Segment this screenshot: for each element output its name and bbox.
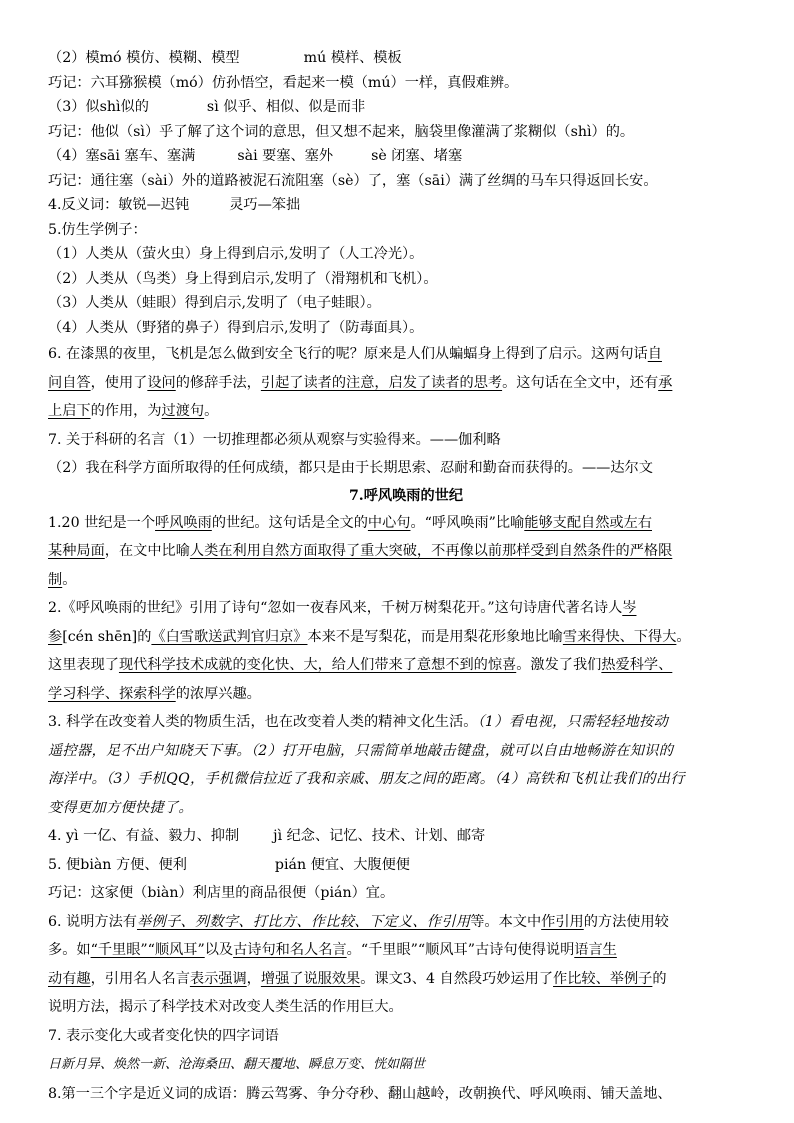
- text-segment: （2）我在科学方面所取得的任何成绩，都只是由于长期思索、忍耐和勤奋而获得的。——达尔文: [48, 460, 653, 476]
- text-segment: 。这句话在全文中，还有: [502, 374, 659, 391]
- text-line: [48, 708, 764, 737]
- text-segment: 6. 在漆黑的夜里，飞机是怎么做到安全飞行的呢？原来是人们从蝙蝠身上得到了启示。这两句话: [48, 346, 648, 362]
- text-segment: 。“呼风唤雨”比喻: [410, 514, 525, 531]
- text-line: [48, 46, 764, 71]
- underlined-text: 自: [647, 346, 662, 362]
- text-segment: 的作用，为: [90, 403, 162, 419]
- text-line: [48, 993, 764, 1022]
- text-segment: sì 似乎、相似、似是而非: [206, 99, 366, 115]
- text-segment: （2）模mó 模仿、模糊、模型: [48, 50, 240, 66]
- text-line: [48, 737, 764, 766]
- text-segment: 8.第一三个字是近义词的成语：腾云驾雾、争分夺秒、翻山越岭，改朝换代、呼风唤雨、铺天盖地、: [48, 1085, 672, 1102]
- text-segment: 。: [204, 403, 219, 419]
- underlined-text: 作引用: [541, 913, 584, 930]
- text-line: [48, 822, 764, 851]
- text-segment: 遥控器，足不出户知晓天下事。（2）打开电脑，只需简单地敲击键盘，就可以自由地畅游在知识的: [48, 742, 674, 759]
- text-segment: 4.反义词：敏锐—迟钝: [48, 197, 190, 213]
- text-segment: pián 便宜、大腹便便: [274, 856, 410, 873]
- text-line: [48, 120, 764, 145]
- text-line: [48, 1050, 764, 1080]
- text-segment: 日新月异、焕然一新、沧海桑田、翻天覆地、瞬息万变、恍如隔世: [48, 1057, 426, 1072]
- text-line: [48, 340, 764, 369]
- text-segment: ，引用名人名言: [90, 970, 190, 987]
- text-segment: 变得更加方便快捷了。: [48, 799, 193, 816]
- text-segment: 4. yì 一亿、有益、毅力、抑制: [48, 828, 240, 844]
- underlined-text: 人类在利用自然方面取得了重大突破，不再像以前那样受到自然条件的严格限: [189, 543, 673, 559]
- text-segment: 巧记：这家便（biàn）利店里的商品很便（pián）宜。: [48, 885, 395, 901]
- underlined-text: 举例子、列数字、打比方、作比较、下定义、作引用: [136, 913, 471, 930]
- underlined-text: 引起了读者的注意，启发了读者的思考: [260, 374, 503, 391]
- text-segment: 巧记：他似（sì）乎了解了这个词的意思，但又想不起来，脑袋里像灌满了浆糊似（shì）的。: [48, 123, 635, 140]
- underlined-text: 《白雪歌送武判官归京》: [151, 628, 308, 645]
- text-line: [48, 566, 764, 595]
- text-line: [48, 1080, 764, 1109]
- text-line: [48, 454, 764, 483]
- text-line: [48, 537, 764, 566]
- text-line: [48, 218, 764, 243]
- underlined-text: 表示强调: [189, 970, 247, 987]
- text-segment: 巧记：通往塞（sài）外的道路被泥石流阻塞（sè）了，塞（sāi）满了丝绸的马车只得返回长安。: [48, 172, 658, 189]
- text-segment: 。“千里眼”“顺风耳”古诗句使得说明: [346, 942, 575, 958]
- text-segment: 等。本文中: [470, 913, 542, 930]
- text-segment: （3）似shì似的: [48, 99, 149, 115]
- text-segment: 。: [676, 628, 691, 645]
- text-line: [48, 765, 764, 794]
- text-line: [48, 316, 764, 341]
- underlined-text: 学习科学、探索科学: [48, 685, 176, 702]
- text-line: [48, 369, 764, 398]
- text-segment: 这里表现了: [48, 657, 119, 673]
- underlined-text: 热爱科学、: [601, 657, 673, 673]
- text-segment: 多。如: [48, 942, 91, 958]
- text-segment: ，: [246, 970, 261, 987]
- text-line: [48, 193, 764, 218]
- text-segment: 本来不是写梨花，而是用梨花形象地比喻: [307, 628, 563, 645]
- text-segment: 。课文3、4 自然段巧妙运用了: [360, 970, 554, 987]
- text-line: [48, 594, 764, 623]
- text-segment: 3. 科学在改变着人类的物质生活，也在改变着人类的精神文化生活。: [48, 714, 478, 730]
- text-line: [48, 794, 764, 823]
- underlined-text: 设问: [147, 374, 176, 391]
- text-line: [48, 651, 764, 680]
- text-segment: [cén shēn]的: [62, 628, 152, 645]
- text-segment: 7. 表示变化大或者变化快的四字词语: [48, 1027, 279, 1044]
- text-segment: 以及: [204, 942, 234, 958]
- underlined-text: 作比较、举例子: [553, 970, 653, 987]
- text-line: [48, 879, 764, 908]
- text-segment: 的浓厚兴趣。: [175, 685, 261, 702]
- text-segment: 的方法使用较: [583, 913, 669, 930]
- text-segment: jì 纪念、记忆、技术、计划、邮寄: [273, 828, 486, 844]
- text-line: [48, 267, 764, 292]
- text-segment: 的世纪。这句话是全文的: [211, 514, 368, 531]
- underlined-text: 参: [48, 628, 63, 645]
- underlined-text: 岑: [622, 600, 637, 616]
- text-segment: 的: [652, 970, 667, 987]
- underlined-text: 增强了说服效果: [260, 970, 361, 987]
- text-segment: 2.《呼风唤雨的世纪》引用了诗句“忽如一夜春风来，千树万树梨花开。”这句诗唐代著名诗人: [48, 600, 623, 616]
- text-segment: mú 模样、模板: [303, 50, 402, 66]
- text-line: [48, 169, 764, 194]
- text-segment: 1.20 世纪是一个: [48, 514, 156, 531]
- underlined-text: 制: [48, 571, 63, 588]
- text-line: [48, 908, 764, 937]
- text-line: [48, 144, 764, 169]
- underlined-text: 现代科学技术成就的变化快、大，给人们带来了意想不到的惊喜: [118, 657, 517, 673]
- text-segment: 7.呼风唤雨的世纪: [348, 487, 464, 504]
- text-segment: 的修辞手法，: [175, 374, 261, 391]
- underlined-text: 呼风唤雨: [155, 514, 212, 531]
- text-line: [48, 71, 764, 96]
- text-segment: 。: [62, 571, 77, 588]
- underlined-text: 某种局面: [48, 543, 105, 559]
- text-segment: （1）人类从（萤火虫）身上得到启示,发明了（人工冷光）。: [48, 246, 424, 262]
- text-segment: 巧记：六耳猕猴模（mó）仿孙悟空，看起来一模（mú）一样，真假难辨。: [48, 74, 519, 91]
- underlined-text: 古诗句和名人名言: [233, 942, 347, 958]
- text-line: [48, 242, 764, 267]
- text-segment: 5.仿生学例子：: [48, 221, 147, 238]
- text-segment: （4）塞sāi 塞车、塞满: [48, 148, 196, 164]
- underlined-text: 雪来得快、下得大: [562, 628, 677, 645]
- text-line: [48, 680, 764, 709]
- text-segment: sè 闭塞、堵塞: [371, 148, 463, 164]
- underlined-text: 上启下: [48, 403, 91, 419]
- underlined-text: 承: [658, 374, 673, 391]
- text-segment: （1）看电视，只需轻轻地按动: [477, 714, 669, 730]
- underlined-text: “千里眼”“顺风耳”: [90, 942, 205, 958]
- text-line: [48, 1022, 764, 1051]
- text-line: [48, 936, 764, 965]
- text-segment: ，使用了: [90, 374, 148, 391]
- underlined-text: 能够支配自然或左右: [524, 514, 652, 531]
- section-title: [48, 483, 764, 509]
- text-line: [48, 851, 764, 880]
- text-segment: 海洋中。（3）手机QQ，手机微信拉近了我和亲戚、朋友之间的距离。（4）高铁和飞机让我们的出行: [48, 771, 685, 787]
- text-line: [48, 95, 764, 120]
- text-segment: 灵巧—笨拙: [229, 197, 301, 213]
- text-segment: 7. 关于科研的名言（1）一切推理都必须从观察与实验得来。——伽利略: [48, 431, 501, 448]
- underlined-text: 动有趣: [48, 970, 91, 987]
- text-segment: 说明方法，揭示了科学技术对改变人类生活的作用巨大。: [48, 999, 403, 1015]
- text-segment: （3）人类从（蛙眼）得到启示,发明了（电子蛙眼）。: [48, 295, 381, 311]
- text-segment: （2）人类从（鸟类）身上得到启示,发明了（滑翔机和飞机）。: [48, 270, 438, 287]
- underlined-text: 语言生: [574, 942, 617, 958]
- text-segment: 6. 说明方法有: [48, 913, 137, 930]
- underlined-text: 问自答: [48, 374, 91, 391]
- text-segment: （4）人类从（野猪的鼻子）得到启示,发明了（防毒面具）。: [48, 319, 424, 336]
- text-segment: sài 要塞、塞外: [237, 148, 334, 164]
- text-line: [48, 426, 764, 455]
- text-line: [48, 397, 764, 426]
- text-line: [48, 291, 764, 316]
- text-line: [48, 623, 764, 652]
- text-line: [48, 509, 764, 538]
- text-segment: 。激发了我们: [516, 657, 602, 673]
- underlined-text: 中心句: [367, 514, 411, 531]
- underlined-text: 过渡句: [161, 403, 205, 419]
- text-segment: 5. 便biàn 方便、便利: [48, 856, 187, 873]
- text-line: [48, 965, 764, 994]
- text-segment: ，在文中比喻: [104, 543, 190, 559]
